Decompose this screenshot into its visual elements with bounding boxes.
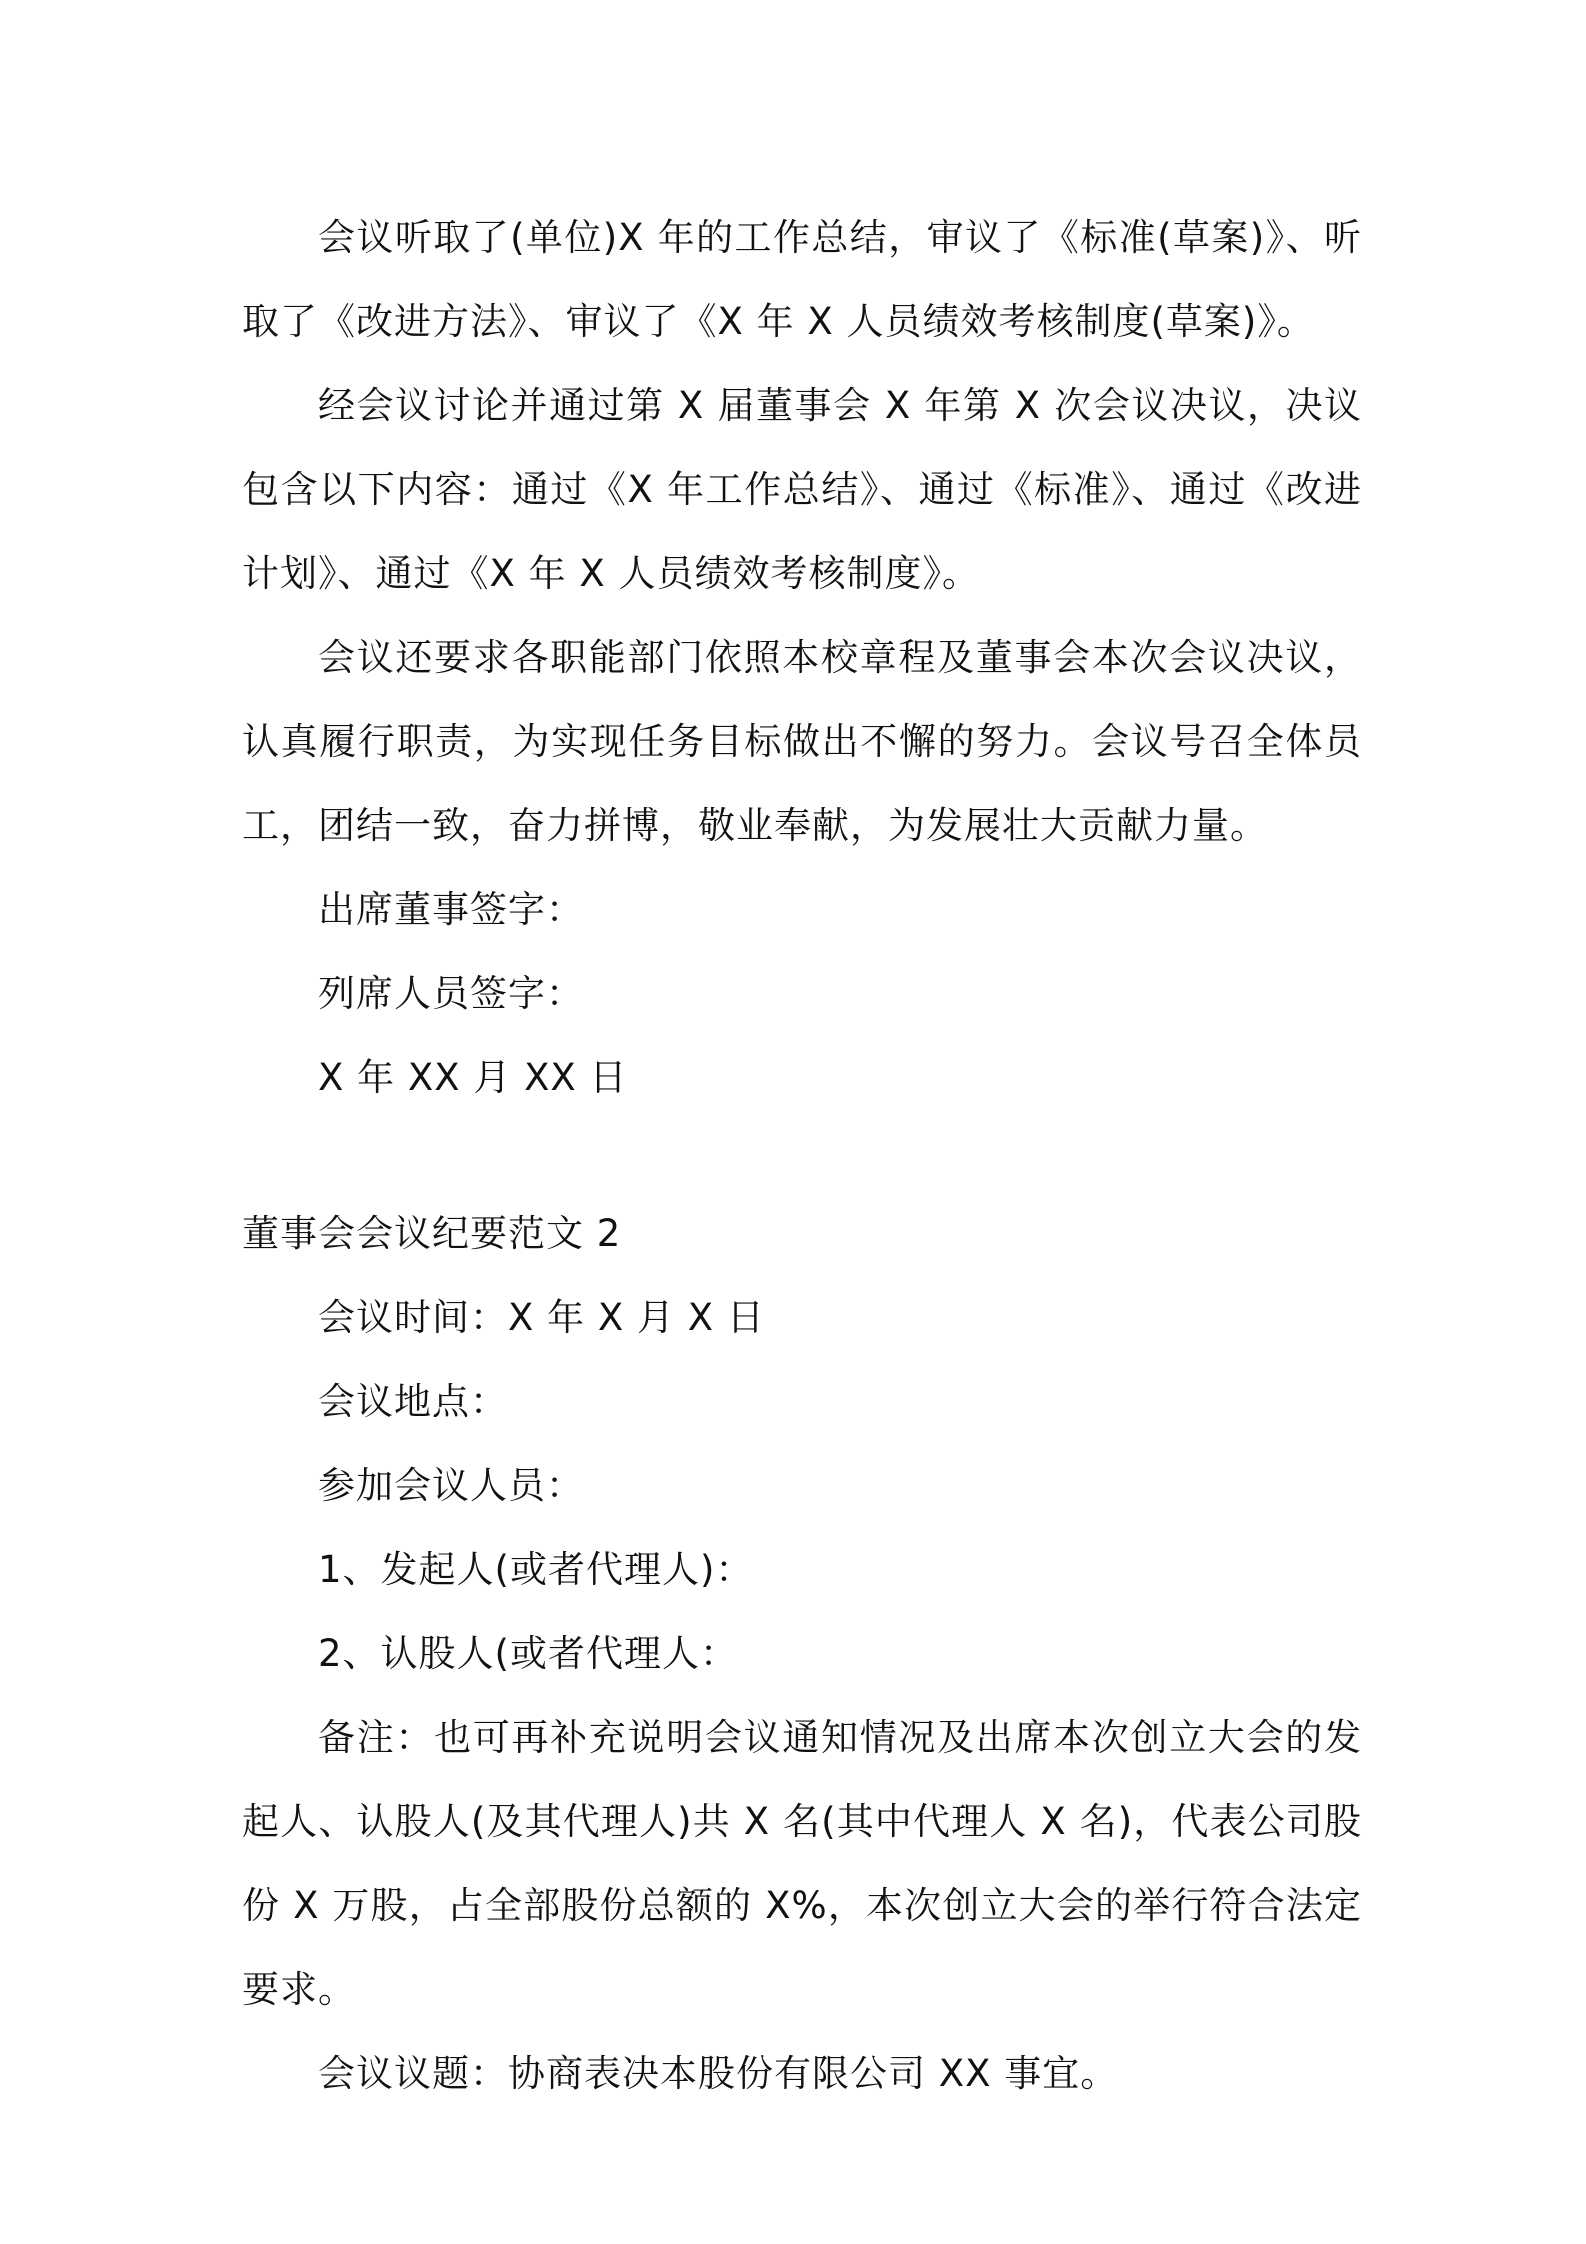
participant-item-promoters: 1、发起人(或者代理人)： xyxy=(318,1548,754,1591)
participants-line: 参加会议人员： xyxy=(318,1464,584,1507)
meeting-place-line: 会议地点： xyxy=(318,1380,508,1423)
paragraph-work-summary: 会议听取了(单位)X 年的工作总结，审议了《标准(草案)》、听取了《改进方法》、审议了《X 年 X 人员绩效考核制度(草案)》。 xyxy=(242,216,1362,343)
document-body xyxy=(242,196,1362,2116)
paragraph-note: 备注：也可再补充说明会议通知情况及出席本次创立大会的发起人、认股人(及其代理人)共 X 名(其中代理人 X 名)，代表公司股份 X 万股，占全部股份总额的 X%，本次创立大会的举行符合法定要求。 xyxy=(242,1716,1362,2011)
paragraph-requirements: 会议还要求各职能部门依照本校章程及董事会本次会议决议，认真履行职责，为实现任务目标做出不懈的努力。会议号召全体员工，团结一致，奋力拼博，敬业奉献，为发展壮大贡献力量。 xyxy=(242,636,1362,847)
directors-signature-line: 出席董事签字： xyxy=(318,888,584,931)
meeting-topic-line: 会议议题：协商表决本股份有限公司 XX 事宜。 xyxy=(318,2052,1119,2095)
section-title: 董事会会议纪要范文 2 xyxy=(242,1212,622,1255)
participant-item-subscribers: 2、认股人(或者代理人： xyxy=(318,1632,738,1675)
paragraph-resolution: 经会议讨论并通过第 X 届董事会 X 年第 X 次会议决议，决议包含以下内容：通过《X 年工作总结》、通过《标准》、通过《改进计划》、通过《X 年 X 人员绩效考核制度》。 xyxy=(242,384,1362,595)
meeting-time-line: 会议时间：X 年 X 月 X 日 xyxy=(318,1296,765,1339)
attendees-signature-line: 列席人员签字： xyxy=(318,972,584,1015)
date-line: X 年 XX 月 XX 日 xyxy=(318,1056,628,1099)
